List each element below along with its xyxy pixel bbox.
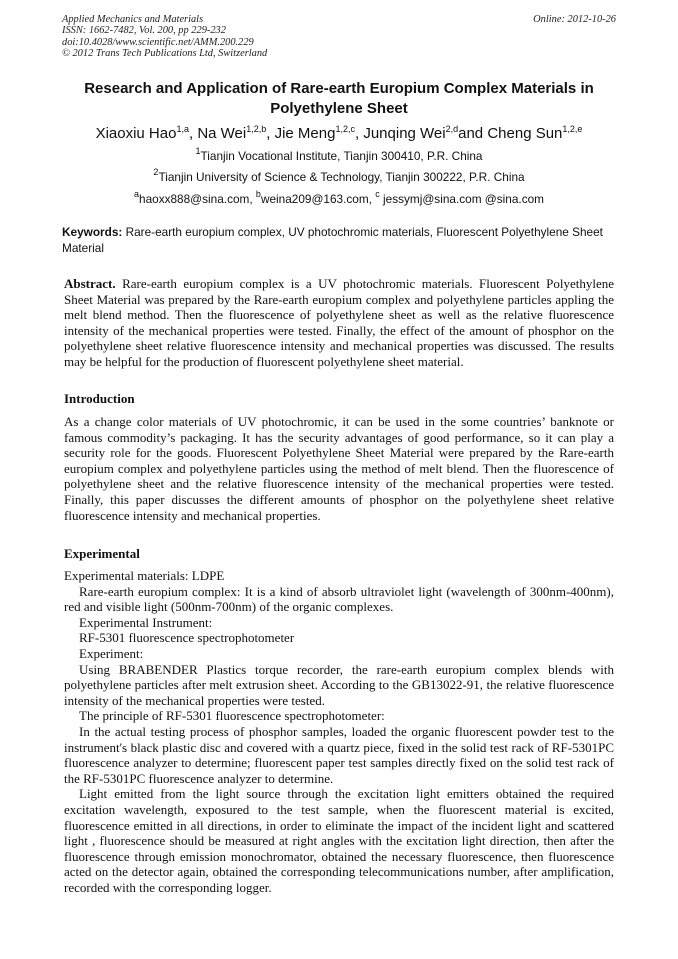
affiliation-2	[40, 167, 638, 185]
principle-label: The principle of RF-5301 fluorescence spectrophotometer:	[79, 708, 385, 724]
email-mark: b	[255, 189, 261, 199]
abstract	[64, 276, 614, 370]
introduction-paragraph: As a change color materials of UV photochromic, it can be used in the some countries’ banknote or famous commodity’s packaging. It has the security advantages of good performance, so it can play a security role for the goods. Fluorescent Polyethylene Sheet Material were prepared by the Rare-earth europium complex and polyethylene particles using the method of melt blend. Then the fluorescence of polyethylene sheet and the relative fluorescence intensity of the mechanical properties were tested. Finally, this paper discusses the different amounts of phosphor on the polyethylene sheet relative fluorescence intensity and mechanical properties.	[64, 414, 614, 523]
journal-header	[62, 14, 616, 59]
keywords	[62, 225, 615, 256]
email-text: jessymj@sina.com @sina.com	[379, 192, 544, 206]
materials-line: Experimental materials: LDPE	[64, 568, 225, 583]
section-heading-introduction: Introduction	[64, 391, 135, 406]
online-date: Online: 2012-10-26	[533, 14, 616, 25]
keywords-text: Rare-earth europium complex, UV photochromic materials, Fluorescent Polyethylene Sheet Material	[62, 225, 603, 255]
paper-title: Research and Application of Rare-earth Europium Complex Materials in Polyethylene Sheet	[84, 80, 594, 117]
author-affil-mark: 1,2,e	[562, 124, 583, 134]
author-affil-mark: 1,a	[176, 124, 189, 134]
affiliation-mark: 2	[153, 167, 159, 177]
email-mark: c	[375, 189, 380, 199]
copyright-line: © 2012 Trans Tech Publications Ltd, Switzerland	[62, 47, 268, 59]
instrument-name: RF-5301 fluorescence spectrophotometer	[79, 630, 295, 646]
affiliation-mark: 1	[195, 146, 201, 156]
experimental-body	[64, 568, 614, 895]
affiliation-1	[40, 146, 638, 164]
doi-line: doi:10.4028/www.scientific.net/AMM.200.229	[62, 36, 254, 48]
author-name: Cheng Sun	[487, 125, 563, 142]
principle-paragraph-2: Light emitted from the light source through the excitation light emitters obtained the required excitation wavelength, exposured to the test sample, when the fluorescent material is excited, fluorescence emitted in all directions, in order to eliminate the impact of the incident light and scattered light , fluorescence should be measured at right angles with the excitation light direction, then after the fluorescence through emission monochromator, obtained the necessary fluorescence, then fluorescence acted on the detector again, obtained the corresponding telecommunications number, after amplification, recorded with the corresponding logger.	[64, 786, 614, 895]
experiment-paragraph: Using BRABENDER Plastics torque recorder, the rare-earth europium complex blends with polyethylene particles after melt extrusion sheet. According to the GB13022-91, the relative fluorescence intensity of the mechanical properties were tested.	[64, 661, 614, 708]
keywords-label: Keywords:	[62, 225, 123, 239]
author-affil-mark: 1,2,c	[335, 124, 355, 134]
author-affil-mark: 2,d	[445, 124, 459, 134]
author-name: Xiaoxiu Hao	[95, 125, 177, 142]
email-mark: a	[134, 189, 140, 199]
journal-name: Applied Mechanics and Materials	[62, 14, 204, 25]
author-name: Junqing Wei	[363, 125, 446, 142]
abstract-label: Abstract.	[64, 276, 116, 291]
principle-paragraph-1: In the actual testing process of phosphor samples, loaded the organic fluorescent powder test to the instrument's black plastic disc and covered with a quartz piece, fixed in the solid test rack of RF-5301PC fluorescence analyzer to determine; fluorescent paper test samples directly fixed on the solid test rack of the RF-5301PC fluorescence analyzer to determine.	[64, 723, 614, 786]
instrument-label: Experimental Instrument:	[79, 614, 213, 630]
section-heading-experimental: Experimental	[64, 546, 140, 561]
email-text: weina209@163.com,	[260, 192, 376, 206]
affiliation-text: Tianjin Vocational Institute, Tianjin 300410, P.R. China	[200, 149, 483, 163]
author-name: Na Wei	[197, 125, 247, 142]
experiment-label: Experiment:	[79, 645, 144, 661]
author-list: Xiaoxiu Hao$^{1,a}$, Na Wei$^{1,2,b}$, Jie Meng$^{1,2,c}$, Junqing Wei$^{2,d}$and Cheng Sun$^{1,2,e}$	[95, 124, 583, 142]
issn-line: ISSN: 1662-7482, Vol. 200, pp 229-232	[62, 25, 226, 37]
abstract-text: Rare-earth europium complex is a UV photochromic materials. Fluorescent Polyethylene Sheet Material was prepared by the Rare-earth europium complex and polyethylene particles appling the melt blend method. Then the fluorescence of polyethylene sheet as well as the relative fluorescence intensity of the mechanical properties were tested. Finally, the effect of the amount of phosphor on the polyethylene sheet relative fluorescence intensity and mechanical properties was discussed. The results may be helpful for the production of fluorescent polyethylene sheet material.	[64, 276, 614, 369]
complex-paragraph: Rare-earth europium complex: It is a kind of absorb ultraviolet light (wavelength of 300nm-400nm), red and visible light (500nm-700nm) of the organic complexes.	[64, 583, 614, 615]
email-line	[40, 189, 638, 207]
email-text: haoxx888@sina.com,	[139, 192, 256, 206]
affiliation-text: Tianjin University of Science & Technology, Tianjin 300222, P.R. China	[158, 170, 525, 184]
author-affil-mark: 1,2,b	[246, 124, 267, 134]
author-name: Jie Meng	[274, 125, 336, 142]
